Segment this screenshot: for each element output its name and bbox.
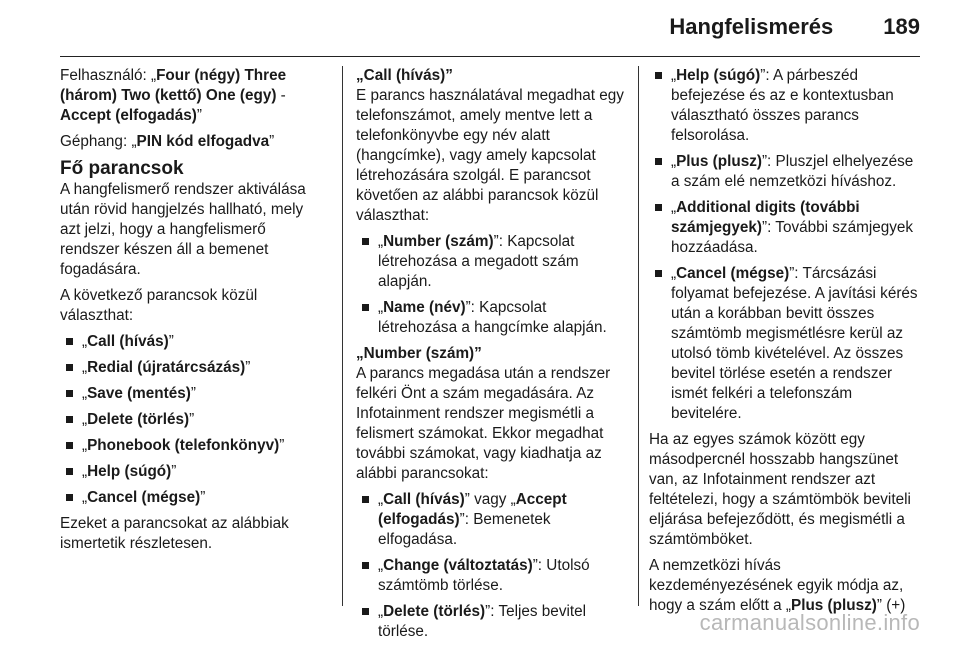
bullet-icon <box>655 158 662 165</box>
number-paragraph: A parancs megadása után a rendszer felkéri Önt a szám megadására. Az Infotainment rendszer megismétli a felismert számokat. Ekkor megadhat további számokat, vagy kiadhatja az alábbi parancsokat: <box>356 365 611 482</box>
bullet-icon <box>362 608 369 615</box>
list-item: „Redial (újratárcsázás)” <box>60 358 325 378</box>
bullet-icon <box>362 238 369 245</box>
international-paragraph: A nemzetközi hívás kezdeményezésének egyik módja az, hogy a szám előtt a „Plus (plusz)” (+) <box>649 557 906 614</box>
machine-line: Géphang: „PIN kód elfogadva” <box>60 133 275 150</box>
list-item: „Additional digits (további számjegyek)”: További számjegyek hozzáadása. <box>649 198 925 258</box>
page-header <box>60 14 920 40</box>
bullet-icon <box>655 204 662 211</box>
bullet-icon <box>66 494 73 501</box>
list-item: „Call (hívás)” <box>60 332 325 352</box>
command-list <box>60 332 325 508</box>
list-item: „Name (név)”: Kapcsolat létrehozása a hangcímke alapján. <box>356 298 628 338</box>
column-3 <box>649 66 925 622</box>
choose-paragraph: A következő parancsok közül választhat: <box>60 287 258 324</box>
column-divider-1 <box>342 66 343 606</box>
bullet-icon <box>66 416 73 423</box>
bullet-icon <box>362 496 369 503</box>
number-options-list <box>356 490 628 642</box>
bullet-icon <box>66 390 73 397</box>
pause-paragraph: Ha az egyes számok között egy másodpercnél hosszabb hangszünet van, az Infotainment rendszer azt feltételezi, hogy a számtömbök beviteli eljárása befejeződött, és megismétli a számtömböket. <box>649 431 911 548</box>
list-item: „Help (súgó)”: A párbeszéd befejezése és az e kontextusban választható összes parancs felsorolása. <box>649 66 925 146</box>
list-item: „Change (változtatás)”: Utolsó számtömb törlése. <box>356 556 628 596</box>
page-title: Hangfelismerés <box>669 14 834 39</box>
list-item: „Number (szám)”: Kapcsolat létrehozása a megadott szám alapján. <box>356 232 628 292</box>
list-item: „Save (mentés)” <box>60 384 325 404</box>
bullet-icon <box>66 364 73 371</box>
list-item: „Help (súgó)” <box>60 462 325 482</box>
outro-paragraph: Ezeket a parancsokat az alábbiak ismertetik részletesen. <box>60 515 289 552</box>
list-item: „Cancel (mégse)”: Tárcsázási folyamat befejezése. A javítási kérés után a korábban bevitt összes számtömb megismétlésre kerül az utolsó tömb kivételével. Az összes bevitel törlése esetén a rendszer ismét felkéri a telefonszám bevitelére. <box>649 264 925 424</box>
bullet-icon <box>655 270 662 277</box>
header-rule <box>60 56 920 57</box>
bullet-icon <box>362 304 369 311</box>
watermark: carmanualsonline.info <box>699 610 920 635</box>
list-item: „Delete (törlés)” <box>60 410 325 430</box>
bullet-icon <box>66 442 73 449</box>
section-heading: Fő parancsok <box>60 158 184 179</box>
call-paragraph: E parancs használatával megadhat egy telefonszámot, amely mentve lett a telefonkönyvbe egy név alatt (hangcímke), vagy amely kapcsolat létrehozására szolgál. E parancsot követően az alábbi parancsok közül választhat: <box>356 87 624 224</box>
bullet-icon <box>66 338 73 345</box>
more-options-list <box>649 66 925 424</box>
list-item: „Plus (plusz)”: Pluszjel elhelyezése a szám elé nemzetközi híváshoz. <box>649 152 925 192</box>
bullet-icon <box>362 562 369 569</box>
list-item: „Phonebook (telefonkönyv)” <box>60 436 325 456</box>
user-line: Felhasználó: „Four (négy) Three (három) Two (kettő) One (egy) - Accept (elfogadás)” <box>60 67 287 124</box>
call-heading: „Call (hívás)” <box>356 67 453 84</box>
number-heading: „Number (szám)” <box>356 345 482 362</box>
column-divider-2 <box>638 66 639 606</box>
list-item: „Call (hívás)” vagy „Accept (elfogadás)”: Bemenetek elfogadása. <box>356 490 628 550</box>
bullet-icon <box>66 468 73 475</box>
list-item: „Delete (törlés)”: Teljes bevitel törlése. <box>356 602 628 642</box>
call-options-list <box>356 232 628 338</box>
list-item: „Cancel (mégse)” <box>60 488 325 508</box>
column-1 <box>60 66 325 560</box>
page-number: 189 <box>883 14 920 39</box>
bullet-icon <box>655 72 662 79</box>
intro-paragraph: A hangfelismerő rendszer aktiválása után rövid hangjelzés hallható, mely azt jelzi, hogy a hangfelismerő rendszer készen áll a bemenet fogadására. <box>60 181 306 278</box>
column-2 <box>356 66 628 648</box>
